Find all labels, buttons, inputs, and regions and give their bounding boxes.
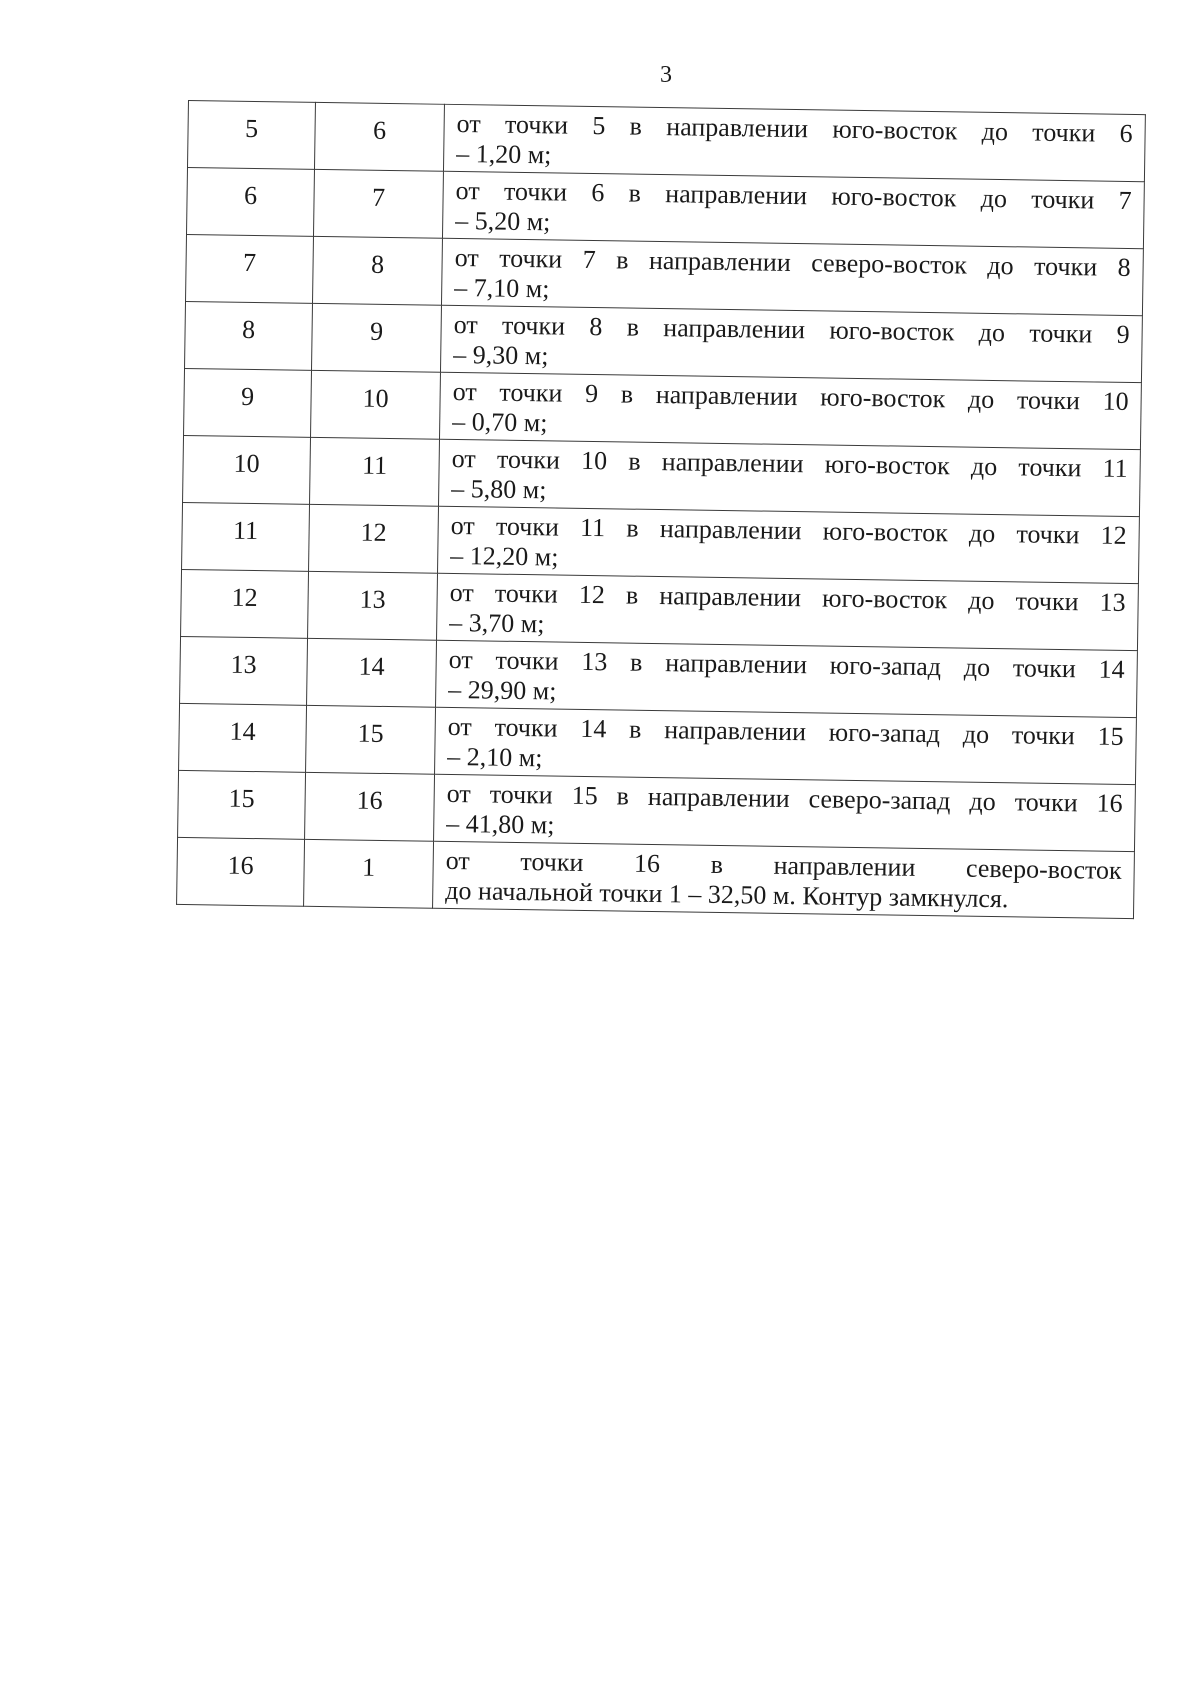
from-point-cell: 13 xyxy=(180,636,308,705)
description-distance: – 2,10 м; xyxy=(447,741,543,773)
description-distance: – 7,10 м; xyxy=(454,272,550,304)
from-point-cell: 16 xyxy=(177,837,305,906)
to-point-cell: 15 xyxy=(306,705,436,774)
description-distance: – 29,90 м; xyxy=(448,674,557,706)
to-point-cell: 6 xyxy=(314,102,444,171)
to-point-cell: 7 xyxy=(313,169,443,238)
description-line: от точки 9 в направлении юго-восток до точки 10 xyxy=(452,376,1129,416)
segment-description-cell xyxy=(440,305,1142,382)
segment-description-cell xyxy=(443,104,1145,181)
to-point-cell: 9 xyxy=(312,303,442,372)
to-point-cell: 13 xyxy=(308,571,438,640)
description-line: от точки 8 в направлении юго-восток до точки 9 xyxy=(453,309,1130,349)
description-distance: – 5,80 м; xyxy=(451,473,547,505)
from-point-cell: 7 xyxy=(186,234,314,303)
segment-description-cell xyxy=(438,506,1140,583)
description-line: от точки 16 в направлении северо-восток xyxy=(445,845,1122,885)
segment-description-cell xyxy=(434,774,1136,851)
from-point-cell: 5 xyxy=(187,101,315,170)
description-distance: – 9,30 м; xyxy=(453,339,549,371)
page-number: 3 xyxy=(660,62,673,88)
description-distance: – 0,70 м; xyxy=(452,406,548,438)
description-distance: до начальной точки 1 – 32,50 м. Контур замкнулся. xyxy=(445,875,1009,914)
segment-description-cell xyxy=(441,238,1143,315)
description-distance: – 1,20 м; xyxy=(456,138,552,170)
description-line: от точки 13 в направлении юго-запад до точки 14 xyxy=(448,644,1125,684)
description-distance: – 5,20 м; xyxy=(455,205,551,237)
from-point-cell: 11 xyxy=(182,502,310,571)
to-point-cell: 12 xyxy=(309,504,439,573)
from-point-cell: 15 xyxy=(178,770,306,839)
to-point-cell: 8 xyxy=(312,236,442,305)
description-line: от точки 5 в направлении юго-восток до точки 6 xyxy=(456,108,1133,149)
segment-description-cell xyxy=(436,640,1138,717)
to-point-cell: 11 xyxy=(310,437,440,506)
segment-description-cell xyxy=(442,171,1144,248)
description-distance: – 12,20 м; xyxy=(450,540,559,572)
description-line: от точки 12 в направлении юго-восток до точки 13 xyxy=(449,577,1126,617)
from-point-cell: 6 xyxy=(187,167,315,236)
description-line: от точки 10 в направлении юго-восток до точки 11 xyxy=(451,443,1128,483)
from-point-cell: 9 xyxy=(184,368,312,437)
to-point-cell: 1 xyxy=(304,839,434,908)
description-line: от точки 7 в направлении северо-восток до точки 8 xyxy=(454,242,1131,283)
description-line: от точки 14 в направлении юго-запад до точки 15 xyxy=(447,711,1124,751)
description-distance: – 3,70 м; xyxy=(449,607,545,639)
from-point-cell: 8 xyxy=(185,301,313,370)
description-line: от точки 6 в направлении юго-восток до точки 7 xyxy=(455,175,1132,216)
description-line: от точки 11 в направлении юго-восток до точки 12 xyxy=(450,510,1127,550)
table-row xyxy=(177,837,1135,918)
to-point-cell: 16 xyxy=(305,772,435,841)
from-point-cell: 10 xyxy=(183,435,311,504)
description-distance: – 41,80 м; xyxy=(446,808,555,840)
to-point-cell: 14 xyxy=(307,638,437,707)
segment-description-cell xyxy=(439,439,1141,516)
segment-description-cell xyxy=(439,372,1141,449)
segment-description-cell xyxy=(437,573,1139,650)
segment-description-cell xyxy=(433,841,1135,918)
to-point-cell: 10 xyxy=(311,370,441,439)
boundary-points-table xyxy=(176,100,1146,919)
segment-description-cell xyxy=(435,707,1137,784)
from-point-cell: 14 xyxy=(179,703,307,772)
description-line: от точки 15 в направлении северо-запад до точки 16 xyxy=(446,778,1123,818)
from-point-cell: 12 xyxy=(181,569,309,638)
